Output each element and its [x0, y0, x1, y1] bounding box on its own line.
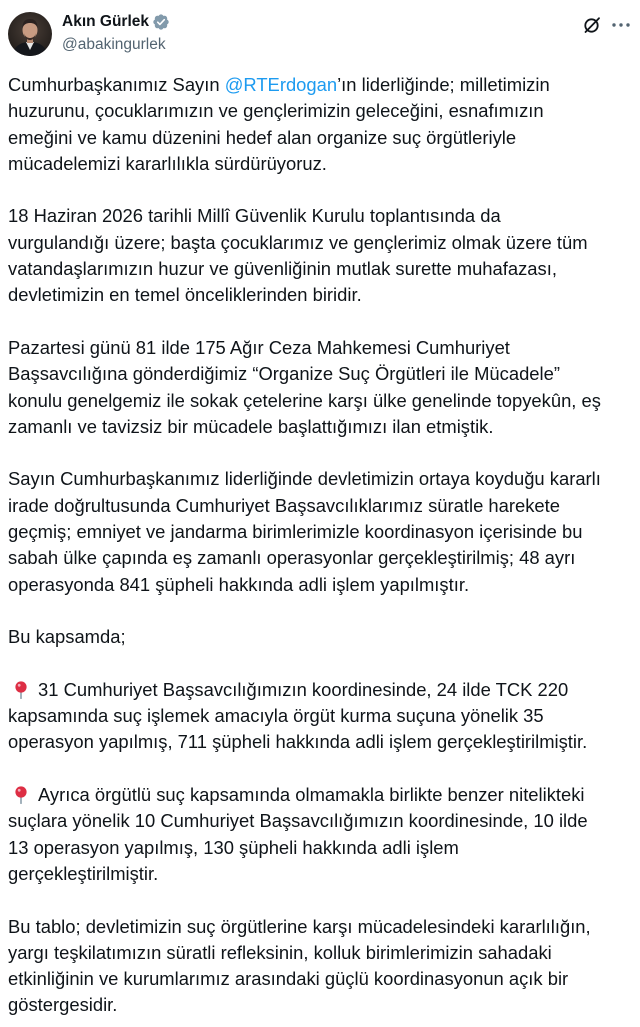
post-line: Pazartesi günü 81 ilde 175 Ağır Ceza Mahkemesi Cumhuriyet	[8, 336, 510, 358]
post-line: yargı teşkilatımızın süratli refleksinin, kolluk birimlerimizin sahadaki	[8, 941, 552, 963]
post-header	[0, 0, 640, 64]
post-line	[8, 72, 634, 98]
post-line	[8, 677, 634, 703]
post-text	[8, 72, 634, 1019]
post-line: devletimizin en temel önceliklerinden biridir.	[8, 284, 362, 306]
post-line: irade doğrultusunda Cumhuriyet Başsavcılıklarımız süratle harekete	[8, 494, 560, 516]
post-paragraph	[8, 914, 634, 1019]
post-line	[8, 782, 634, 808]
post-paragraph-pinned	[8, 677, 634, 756]
post-line: konulu genelgemiz ile sokak çetelerine karşı ülke genelinde topyekûn, eş	[8, 389, 601, 411]
post-text-segment: Cumhurbaşkanımız Sayın	[8, 74, 225, 95]
post-line: 18 Haziran 2026 tarihli Millî Güvenlik Kurulu toplantısında da	[8, 205, 501, 227]
post-paragraph	[8, 72, 634, 177]
post-text-segment: Ayrıca örgütlü suç kapsamında olmamakla birlikte benzer nitelikteki	[38, 784, 585, 806]
post-line: mücadelemizi kararlılıkla sürdürüyoruz.	[8, 152, 327, 174]
post-line: etkinliğinin ve kurumlarımız arasındaki güçlü koordinasyonun açık bir	[8, 968, 569, 990]
post-line: geçmiş; emniyet ve jandarma birimlerimizle koordinasyon içerisinde bu	[8, 521, 583, 543]
post-line: operasyonda 841 şüpheli hakkında adli işlem yapılmıştır.	[8, 573, 470, 595]
post-line: 13 operasyon yapılmış, 130 şüpheli hakkında adli işlem	[8, 836, 459, 858]
post-line: huzurunu, çocuklarımızın ve gençlerimizin geleceğini, esnafımızın	[8, 100, 544, 122]
post-paragraph	[8, 335, 634, 440]
post-paragraph	[8, 624, 634, 650]
post-line: vatandaşlarımızın huzur ve güvenliğinin mutlak surette muhafazası,	[8, 258, 557, 280]
author-name[interactable]: Akın Gürlek	[62, 13, 149, 30]
post-line: zamanlı ve tavizsiz bir mücadele başlattığımızı ilan etmiştik.	[8, 415, 494, 437]
post-line: Bu tablo; devletimizin suç örgütlerine karşı mücadelesindeki kararlılığın,	[8, 915, 591, 937]
mention-link[interactable]: @RTErdogan	[224, 74, 338, 95]
post-text-segment: 31 Cumhuriyet Başsavcılığımızın koordinesinde, 24 ilde TCK 220	[38, 678, 569, 700]
post-line: gerçekleştirilmiştir.	[8, 862, 159, 884]
post-line: kapsamında suç işlemek amacıyla örgüt kurma suçuna yönelik 35	[8, 705, 544, 727]
post-line: Bu kapsamda;	[8, 626, 126, 648]
post-line: suçlara yönelik 10 Cumhuriyet Başsavcılığımızın koordinesinde, 10 ilde	[8, 810, 588, 832]
post-line: göstergesidir.	[8, 994, 118, 1016]
post-line: Sayın Cumhurbaşkanımız liderliğinde devletimizin ortaya koyduğu kararlı	[8, 468, 601, 490]
post-paragraph	[8, 466, 634, 597]
post-line: sabah ülke çapında eş zamanlı operasyonlar gerçekleştirilmiş; 48 ayrı	[8, 547, 576, 569]
grok-icon[interactable]	[582, 15, 602, 35]
post-line: emeğini ve kamu düzenini hedef alan organize suç örgütleriyle	[8, 126, 517, 148]
author-name-row	[62, 12, 170, 32]
verified-badge-icon[interactable]	[152, 13, 170, 31]
avatar-photo	[8, 12, 52, 56]
post-line: operasyon yapılmış, 711 şüpheli hakkında adli işlem gerçekleştirilmiştir.	[8, 731, 588, 753]
author-avatar[interactable]	[8, 12, 52, 56]
more-icon[interactable]	[610, 15, 632, 35]
post-paragraph-pinned	[8, 782, 634, 887]
post-text-segment: ’ın liderliğinde; milletimizin	[337, 74, 550, 95]
post-line: Başsavcılığına gönderdiğimiz “Organize Suç Örgütleri ile Mücadele”	[8, 363, 560, 385]
round-pushpin-icon	[14, 680, 28, 698]
round-pushpin-icon	[14, 785, 28, 803]
post-paragraph	[8, 203, 634, 308]
author-handle[interactable]: @abakingurlek	[62, 36, 166, 53]
post-line: vurgulandığı üzere; başta çocuklarımız ve gençlerimiz olmak üzere tüm	[8, 231, 588, 253]
